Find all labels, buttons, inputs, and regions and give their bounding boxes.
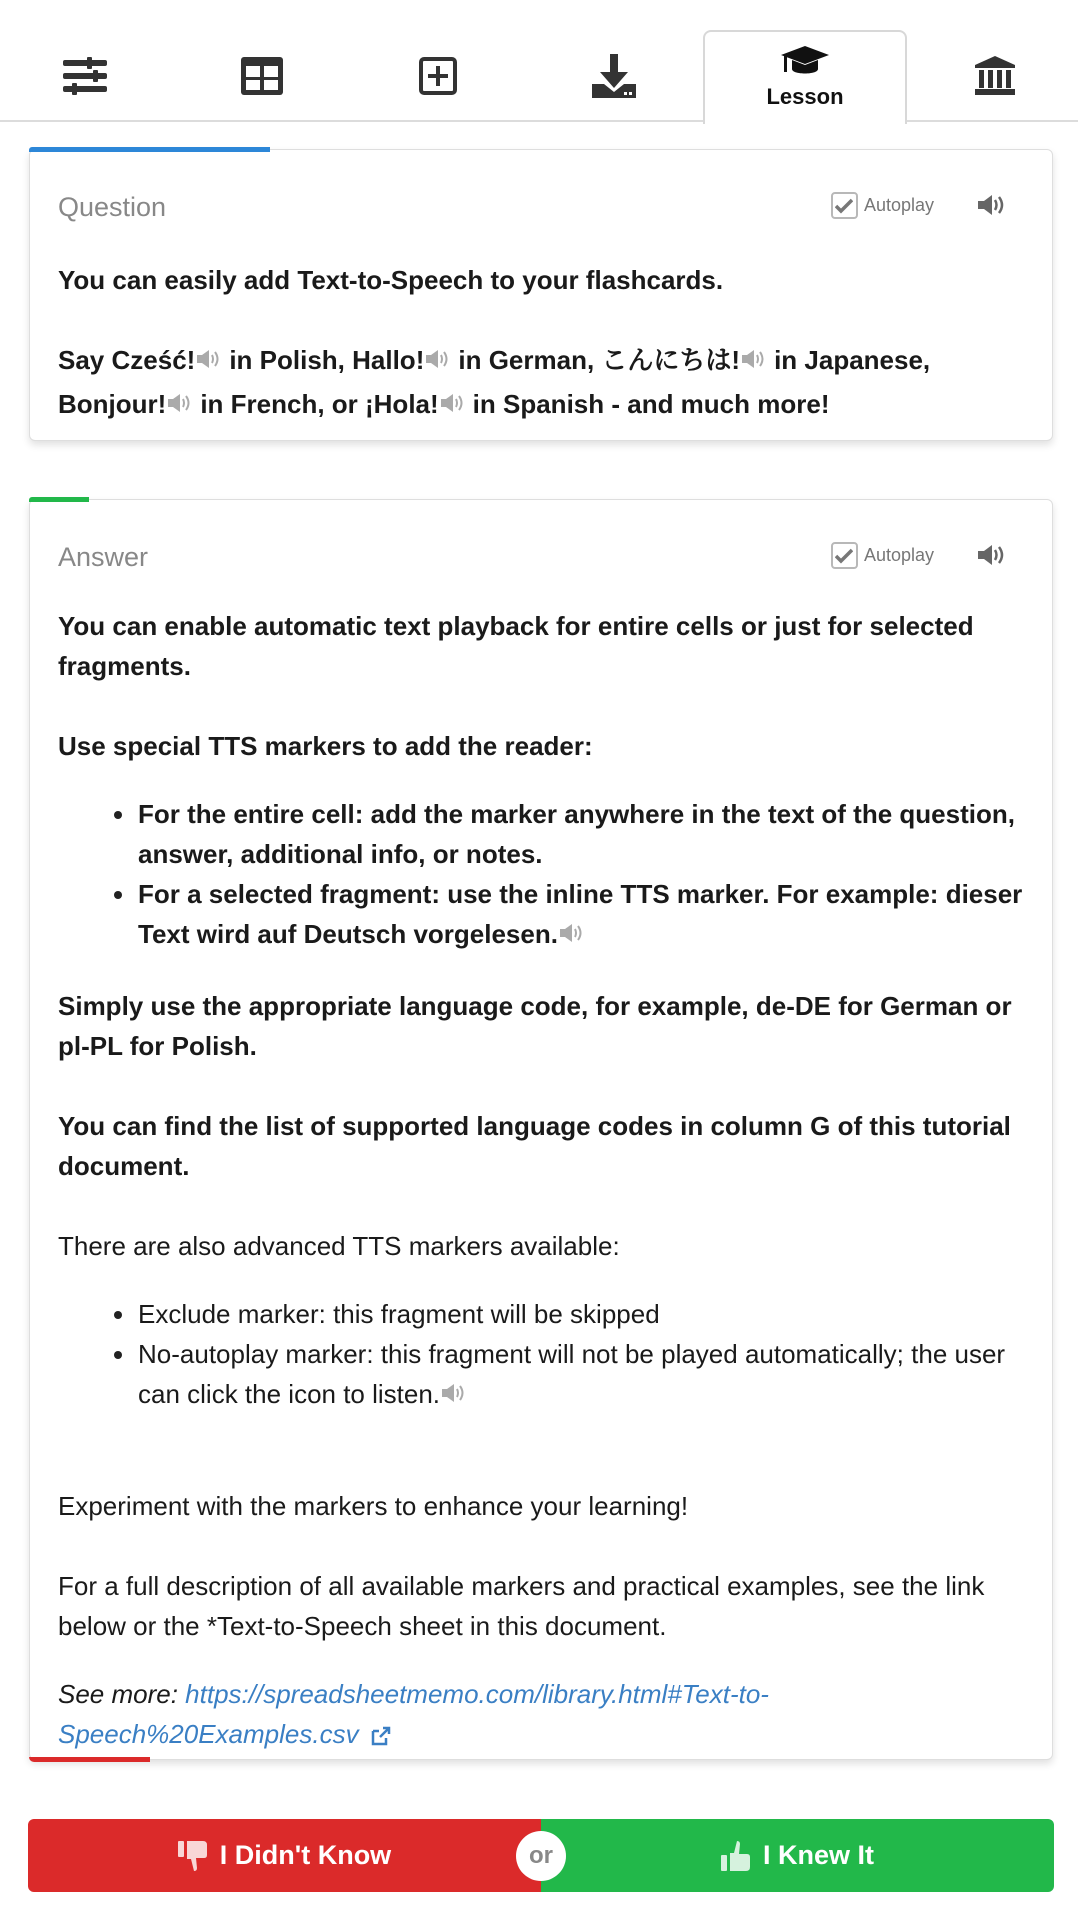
thumbs-down-icon — [178, 1841, 208, 1871]
tab-lesson-label: Lesson — [766, 84, 844, 109]
tab-table[interactable] — [162, 30, 362, 122]
download-icon — [592, 54, 636, 98]
see-more-link[interactable]: https://spreadsheetmemo.com/library.html#Text-to-Speech%20Examples.csv — [58, 1679, 769, 1750]
answer-p5: There are also advanced TTS markers available: — [58, 1231, 620, 1262]
didnt-know-button[interactable] — [28, 1819, 541, 1892]
tts-marker-list — [58, 794, 1024, 958]
tts-speaker-icon[interactable] — [197, 340, 221, 380]
list-item: No-autoplay marker: this fragment will not be played automatically; the user can click the icon to listen. — [138, 1334, 1024, 1418]
question-body — [30, 210, 1052, 428]
answer-p4: You can find the list of supported language codes in column G of this tutorial document. — [58, 1111, 1011, 1182]
checkmark-icon — [835, 198, 853, 214]
list-item: Exclude marker: this fragment will be skipped — [138, 1294, 1024, 1334]
external-link-icon[interactable] — [370, 1725, 392, 1747]
question-progress-bar — [29, 147, 270, 152]
list-item: For a selected fragment: use the inline TTS marker. For example: dieser Text wird auf Deutsch vorgelesen. — [138, 874, 1024, 958]
autoplay-label: Autoplay — [863, 545, 934, 565]
answer-p6: Experiment with the markers to enhance your learning! — [58, 1491, 689, 1522]
top-tab-bar — [0, 0, 1078, 122]
question-card-wrap — [29, 147, 1053, 441]
answer-progress-bar — [29, 497, 89, 502]
tts-speaker-icon[interactable] — [742, 340, 766, 380]
tts-speaker-icon[interactable] — [426, 340, 450, 380]
tab-add[interactable] — [338, 30, 538, 122]
bank-building-icon — [975, 56, 1015, 96]
tts-speaker-icon[interactable] — [441, 384, 465, 424]
answer-buttons — [28, 1819, 1054, 1892]
question-card — [29, 149, 1053, 441]
question-line1: You can easily add Text-to-Speech to your flashcards. — [58, 265, 724, 295]
tab-lesson[interactable] — [703, 30, 907, 124]
table-grid-icon — [241, 57, 283, 95]
tab-settings[interactable] — [0, 30, 185, 122]
autoplay-checkbox[interactable] — [831, 542, 858, 569]
bottom-progress-bar — [29, 1757, 150, 1762]
question-title: Question — [58, 192, 167, 222]
advanced-marker-list — [58, 1294, 1024, 1418]
tab-download[interactable] — [514, 30, 714, 122]
checkmark-icon — [835, 548, 853, 564]
autoplay-checkbox[interactable] — [831, 192, 858, 219]
tts-speaker-icon[interactable] — [560, 914, 584, 954]
question-play-button[interactable] — [978, 194, 1006, 221]
answer-autoplay-toggle[interactable] — [831, 542, 934, 569]
answer-play-button[interactable] — [978, 544, 1006, 571]
answer-card-wrap — [29, 497, 1053, 1762]
sliders-icon — [63, 57, 107, 95]
tts-speaker-icon[interactable] — [168, 384, 192, 424]
answer-card — [29, 499, 1053, 1760]
didnt-know-label: I Didn't Know — [219, 1840, 392, 1870]
knew-it-label: I Knew It — [762, 1840, 874, 1870]
answer-p3: Simply use the appropriate language code, for example, de-DE for German or pl-PL for Polish. — [58, 991, 1012, 1062]
answer-p2: Use special TTS markers to add the reader: — [58, 731, 593, 761]
graduation-cap-icon — [781, 46, 829, 78]
tts-speaker-icon[interactable] — [442, 1374, 466, 1414]
question-autoplay-toggle[interactable] — [831, 192, 934, 219]
question-examples: Say Cześć! in Polish, Hallo! in German, こんにちは! in Japanese, Bonjour! in French, or ¡Hola! in Spanish - and much more! — [58, 340, 1024, 428]
autoplay-label: Autoplay — [863, 195, 934, 215]
tab-library[interactable] — [895, 30, 1078, 122]
answer-p7: For a full description of all available markers and practical examples, see the link below or the *Text-to-Speech sheet in this document. — [58, 1571, 985, 1642]
answer-title: Answer — [58, 542, 149, 572]
knew-it-button[interactable] — [541, 1819, 1054, 1892]
answer-body — [30, 560, 1052, 1754]
see-more — [58, 1674, 1024, 1754]
plus-square-icon — [419, 57, 457, 95]
answer-p1: You can enable automatic text playback for entire cells or just for selected fragments. — [58, 611, 974, 681]
see-more-label: See more: — [58, 1679, 186, 1710]
speaker-icon — [978, 194, 1006, 216]
or-separator: or — [516, 1831, 566, 1881]
thumbs-up-icon — [721, 1841, 751, 1871]
speaker-icon — [978, 544, 1006, 566]
list-item: For the entire cell: add the marker anywhere in the text of the question, answer, additional info, or notes. — [138, 794, 1024, 874]
